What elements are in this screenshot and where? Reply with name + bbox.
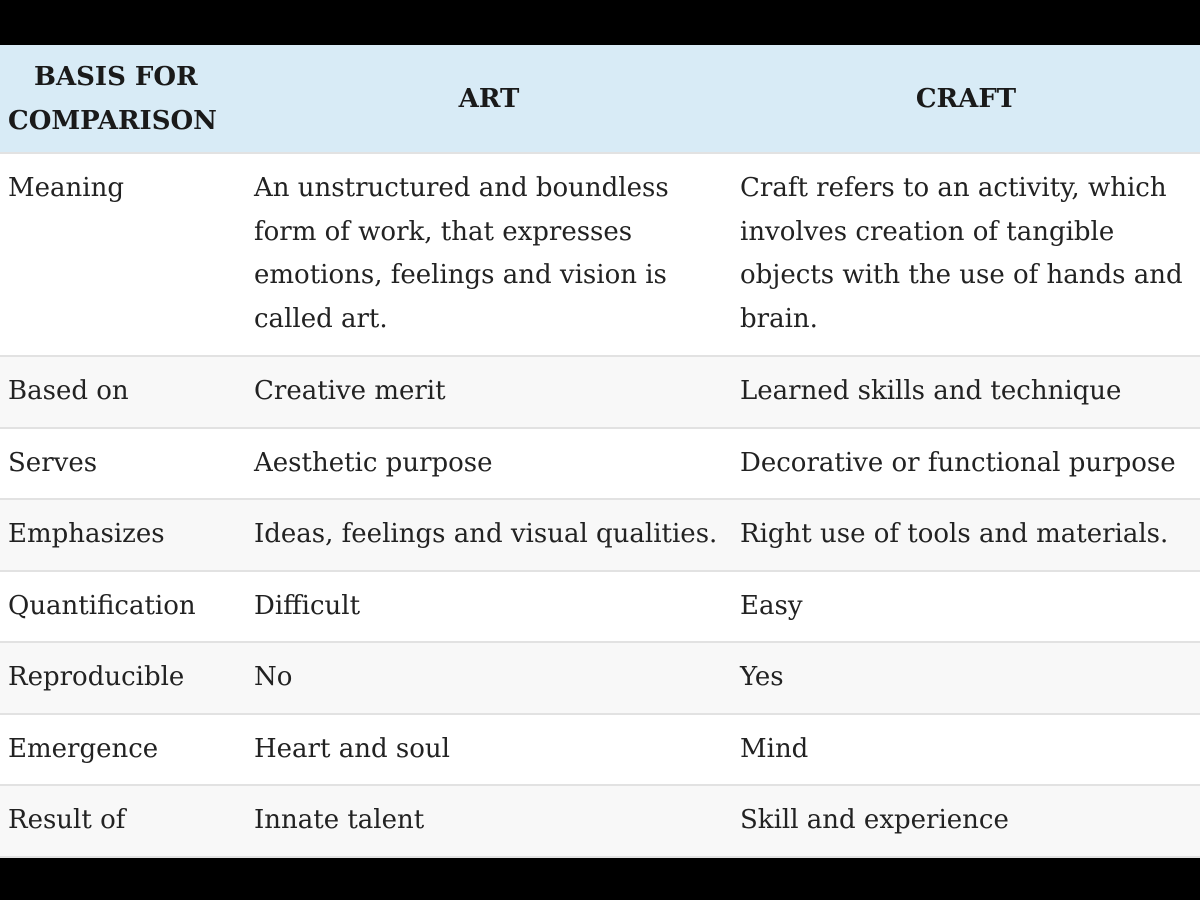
cell-basis: Based on xyxy=(8,376,129,406)
cell-art: No xyxy=(254,662,293,692)
cell-art: Creative merit xyxy=(254,376,446,406)
header-basis-line1: BASIS FOR xyxy=(34,61,198,92)
cell-art: Heart and soul xyxy=(254,733,450,764)
comparison-table xyxy=(0,45,1200,858)
cell-craft: Learned skills and technique xyxy=(740,376,1122,406)
header-basis xyxy=(0,45,246,153)
cell-craft: Yes xyxy=(740,662,784,692)
header-craft: CRAFT xyxy=(915,83,1017,114)
cell-basis: Meaning xyxy=(8,173,124,203)
cell-art: An unstructured and boundless form of work, that expresses emotions, feelings and vision is called art. xyxy=(254,173,669,334)
header-art: ART xyxy=(458,83,520,114)
cell-basis: Quantification xyxy=(8,590,196,621)
table-row-emergence xyxy=(0,714,1200,786)
cell-craft: Right use of tools and materials. xyxy=(740,519,1169,549)
comparison-sheet xyxy=(0,45,1200,855)
cell-basis: Emphasizes xyxy=(8,519,165,549)
table-row-quantification xyxy=(0,571,1200,643)
table-body xyxy=(0,153,1200,857)
cell-basis: Emergence xyxy=(8,733,159,764)
table-row-reproducible xyxy=(0,642,1200,714)
cell-basis: Reproducible xyxy=(8,662,185,692)
cell-basis: Serves xyxy=(8,447,98,478)
cell-craft: Skill and experience xyxy=(740,805,1009,835)
cell-art: Ideas, feelings and visual qualities. xyxy=(254,519,718,549)
table-header xyxy=(0,45,1200,153)
table-row-emphasizes xyxy=(0,499,1200,571)
table-row-result-of xyxy=(0,785,1200,857)
cell-craft: Craft refers to an activity, which involves creation of tangible objects with the use of hands and brain. xyxy=(740,173,1183,334)
table-row-serves xyxy=(0,428,1200,500)
table-row-meaning xyxy=(0,153,1200,356)
cell-art: Difficult xyxy=(254,590,361,621)
cell-craft: Mind xyxy=(740,733,809,764)
table-row-based-on xyxy=(0,356,1200,428)
cell-craft: Decorative or functional purpose xyxy=(740,447,1176,478)
cell-art: Aesthetic purpose xyxy=(254,447,493,478)
header-row xyxy=(0,45,1200,153)
cell-craft: Easy xyxy=(740,590,803,621)
header-basis-line2: COMPARISON xyxy=(8,105,217,136)
cell-art: Innate talent xyxy=(254,805,425,835)
cell-basis: Result of xyxy=(8,805,126,835)
